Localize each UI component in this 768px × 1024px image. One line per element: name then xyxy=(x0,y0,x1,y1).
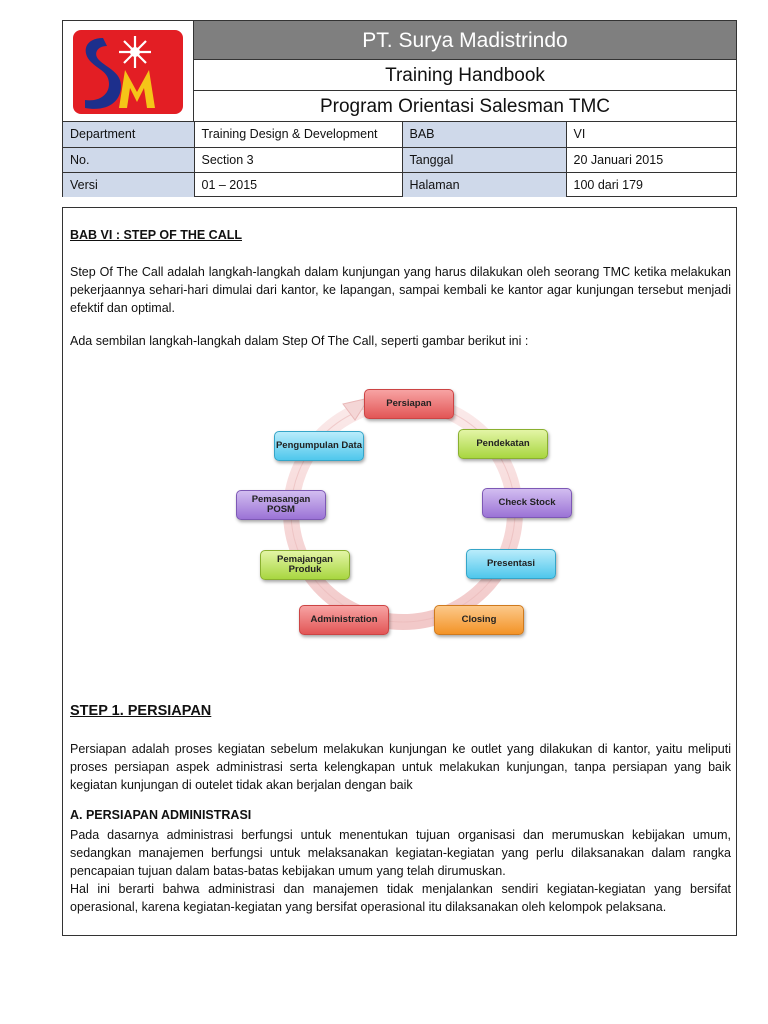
step-node-pemasangan-posm: Pemasangan POSM xyxy=(236,490,326,520)
subsection-paragraph-1: Pada dasarnya administrasi berfungsi untuk menentukan tujuan organisasi dan merumuskan kebijakan umum, sedangkan manajemen berfungsi untuk melaksanakan kegiatan-kegiatan yang perlu dilaksanakan dalam rangka pencapaian tujuan dalam batas-batas kebijakan umum yang telah dirumuskan. xyxy=(70,828,731,878)
info-row xyxy=(63,147,736,172)
step-node-closing: Closing xyxy=(434,605,524,635)
info-label: No. xyxy=(63,147,194,172)
logo-cell xyxy=(63,21,194,122)
info-label: Halaman xyxy=(402,172,566,197)
document-body xyxy=(62,207,737,936)
info-label: BAB xyxy=(402,122,566,147)
document-header xyxy=(62,20,737,197)
info-label: Versi xyxy=(63,172,194,197)
step-node-administration: Administration xyxy=(299,605,389,635)
step-node-pendekatan: Pendekatan xyxy=(458,429,548,459)
info-row xyxy=(63,122,736,147)
document-info-table xyxy=(63,122,736,197)
info-label: Department xyxy=(63,122,194,147)
info-value: VI xyxy=(566,122,736,147)
info-value: 01 – 2015 xyxy=(194,172,402,197)
intro-paragraph: Step Of The Call adalah langkah-langkah dalam kunjungan yang harus dilakukan oleh seorang TMC ketika melakukan pekerjaannya sehari-hari dimulai dari kantor, ke lapangan, sampai kembali ke kantor agar kunjungan tersebut menjadi efektif dan optimal. xyxy=(70,265,731,315)
company-logo xyxy=(73,30,183,114)
info-value: 100 dari 179 xyxy=(573,177,644,192)
step1-paragraph: Persiapan adalah proses kegiatan sebelum melakukan kunjungan ke outlet yang dilakukan di kantor, yaitu meliputi proses persiapan aspek administrasi serta kelengkapan untuk melakukan kunjungan, tanpa persiapan yang baik kegiatan kunjungan di outelet tidak akan berjalan dengan baik xyxy=(70,742,731,792)
lead-paragraph: Ada sembilan langkah-langkah dalam Step Of The Call, seperti gambar berikut ini : xyxy=(70,334,529,348)
program-title: Program Orientasi Salesman TMC xyxy=(194,91,736,122)
info-value: Section 3 xyxy=(194,147,402,172)
subsection-title: A. PERSIAPAN ADMINISTRASI xyxy=(70,808,252,822)
step-node-check-stock: Check Stock xyxy=(482,488,572,518)
step1-title: STEP 1. PERSIAPAN xyxy=(70,703,212,719)
info-value: 20 Januari 2015 xyxy=(566,147,736,172)
step-node-pemajangan-produk: Pemajangan Produk xyxy=(260,550,350,580)
info-value: Training Design & Development xyxy=(194,122,402,147)
info-label: Tanggal xyxy=(402,147,566,172)
step-node-presentasi: Presentasi xyxy=(466,549,556,579)
info-row xyxy=(63,172,736,197)
step-of-the-call-diagram xyxy=(223,376,583,656)
subsection-paragraph-2: Hal ini berarti bahwa administrasi dan manajemen tidak menjalankan sendiri kegiatan-kegiatan yang bersifat operasional, karena kegiatan-kegiatan yang bersifat operasional itu dilaksanakan oleh kelompok pelaksana. xyxy=(70,882,731,914)
step-node-persiapan: Persiapan xyxy=(364,389,454,419)
handbook-title: Training Handbook xyxy=(194,60,736,91)
company-name: PT. Surya Madistrindo xyxy=(194,21,736,60)
step-node-pengumpulan-data: Pengumpulan Data xyxy=(274,431,364,461)
chapter-title: BAB VI : STEP OF THE CALL xyxy=(70,228,242,242)
